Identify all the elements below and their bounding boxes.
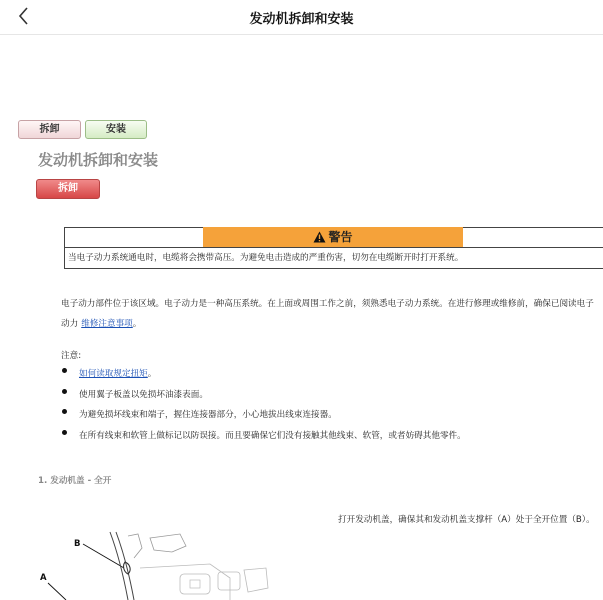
callout-a: A [40, 573, 47, 583]
bullet-icon [62, 368, 67, 373]
warning-box [64, 227, 603, 269]
warning-triangle-icon [313, 231, 326, 243]
torque-link[interactable]: 如何读取规定扭矩 [79, 369, 148, 379]
notice-title: 注意: [61, 351, 82, 361]
list-item [62, 367, 156, 379]
bullet-icon [62, 409, 67, 414]
list-item [62, 408, 337, 420]
callout-b: B [74, 539, 81, 549]
intro-text: 电子动力部件位于该区域。电子动力是一种高压系统。在上面或周围工作之前，须熟悉电子动力系统。在进行修理或维修前，确保已阅读电子动力 [61, 299, 594, 329]
step-description: 打开发动机盖，确保其和发动机盖支撑杆（A）处于全开位置（B）。 [338, 515, 595, 525]
list-item [62, 388, 208, 400]
section-heading: 发动机拆卸和安装 [38, 151, 159, 169]
list-item [62, 429, 466, 441]
hood-illustration [30, 528, 290, 600]
step-title: 1. 发动机盖 - 全开 [38, 476, 112, 486]
bullet-icon [62, 430, 67, 435]
intro-end: 。 [132, 319, 142, 329]
intro-paragraph [61, 294, 601, 334]
warning-header [203, 227, 463, 247]
list-item-text: 。 [147, 369, 157, 379]
page-title: 发动机拆卸和安装 [249, 12, 354, 27]
list-item-text: 使用翼子板盖以免损坏油漆表面。 [79, 390, 208, 400]
tab-bar [18, 120, 147, 139]
warning-divider [65, 247, 603, 248]
service-precautions-link[interactable]: 维修注意事项 [81, 319, 133, 329]
tab-removal[interactable]: 拆卸 [18, 120, 81, 139]
bullet-icon [62, 389, 67, 394]
tab-installation[interactable]: 安装 [85, 120, 147, 139]
list-item-text: 为避免损坏线束和端子，握住连接器部分，小心地拔出线束连接器。 [79, 410, 337, 420]
top-bar [0, 0, 603, 35]
warning-text: 当电子动力系统通电时，电缆将会携带高压。为避免电击造成的严重伤害，切勿在电缆断开时打开系统。 [68, 253, 464, 263]
warning-title: 警告 [328, 230, 353, 244]
removal-button[interactable]: 拆卸 [36, 179, 100, 199]
list-item-text: 在所有线束和软管上做标记以防误接。而且要确保它们没有接触其他线束、软管，或者妨碍其他零件。 [79, 431, 466, 441]
